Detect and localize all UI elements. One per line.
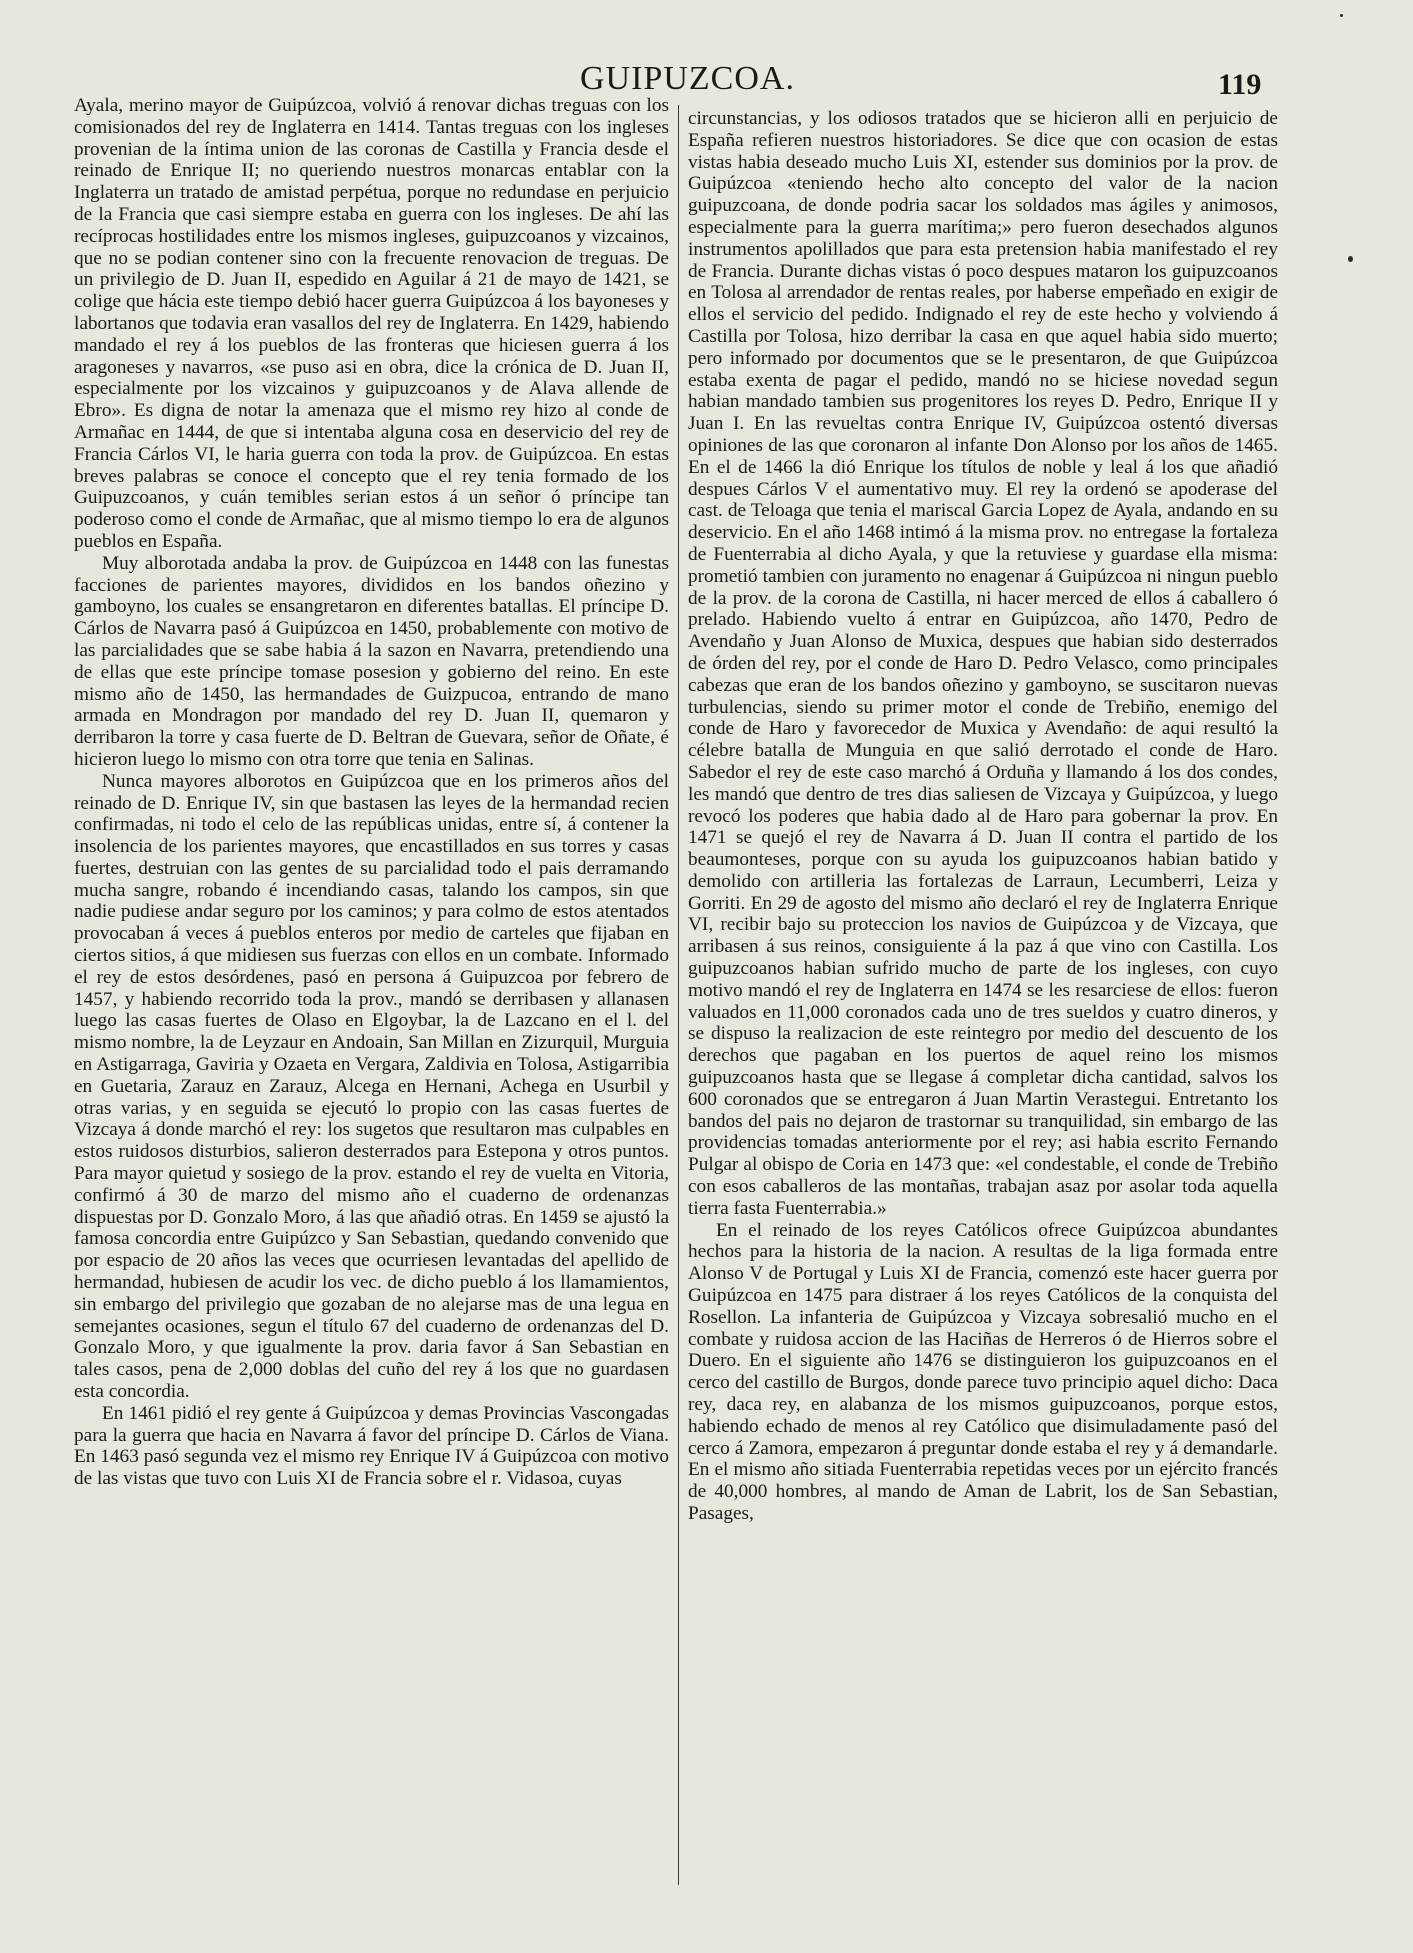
column-divider: [678, 105, 679, 1885]
page-title: GUIPUZCOA.: [580, 60, 795, 97]
page-number: 119: [1218, 68, 1262, 101]
left-column: [74, 95, 669, 1490]
ink-speck: [1340, 14, 1343, 17]
paragraph: Nunca mayores alborotos en Guipúzcoa que en los primeros años del reinado de D. Enrique IV, sin que bastasen las leyes de la hermandad recien confirmadas, ni todo el celo de las repúblicas unidas, entre sí, á contener la insolencia de los parientes mayores, que encastillados en sus torres y casas fuertes, destruian con las gentes de su parcialidad todo el pais derramando mucha sangre, robando é incendiando casas, talando los campos, sin que nadie pudiese andar seguro por los caminos; y para colmo de estos atentados provocaban á veces á pueblos enteros por medio de carteles que fijaban en ciertos sitios, á que midiesen sus fuerzas con ellos en un combate. Informado el rey de estos desórdenes, pasó en persona á Guipuzcoa por febrero de 1457, y habiendo recorrido toda la prov., mandó se derribasen y allanasen luego las casas fuertes de Olaso en Elgoybar, la de Lazcano en el l. del mismo nombre, la de Leyzaur en Andoain, San Millan en Zizurquil, Murguia en Astigarraga, Gaviria y Ozaeta en Vergara, Zaldivia en Tolosa, Astigarribia en Guetaria, Zarauz en Zarauz, Alcega en Hernani, Achega en Usurbil y otras varias, y en seguida se ejecutó lo propio con las casas fuertes de Vizcaya á donde marchó el rey: los sugetos que resultaron mas culpables en estos ruidosos disturbios, salieron desterrados para Estepona y otros puntos. Para mayor quietud y sosiego de la prov. estando el rey de vuelta en Vitoria, confirmó á 30 de marzo del mismo año el cuaderno de ordenanzas dispuestas por D. Gonzalo Moro, á las que añadió otras. En 1459 se ajustó la famosa concordia entre Guipúzco y San Sebastian, quedando convenido que por espacio de 20 años las veces que ocurriesen levantadas del apellido de hermandad, hubiesen de acudir los vec. de dicho pueblo á los llamamientos, sin embargo del privilegio que gozaban de no alejarse mas de una legua en semejantes ocasiones, segun el título 67 del cuaderno de ordenanzas del D. Gonzalo Moro, y que igualmente la prov. daria favor á San Sebastian en tales casos, pena de 2,000 doblas del cuño del rey á los que no guardasen esta concordia.: [74, 770, 669, 1403]
right-column: [688, 108, 1278, 1525]
ink-speck: [1348, 256, 1353, 262]
paragraph: Muy alborotada andaba la prov. de Guipúzcoa en 1448 con las funestas facciones de parientes mayores, divididos en los bandos oñezino y gamboyno, los cuales se ensangretaron en diferentes batallas. El príncipe D. Cárlos de Navarra pasó á Guipúzcoa en 1450, probablemente con motivo de las parcialidades que se sabe habia á la sazon en Navarra, pretendiendo una de ellas que este príncipe tomase posesion y gobierno del reino. En este mismo año de 1450, las hermandades de Guizpucoa, entrando de mano armada en Mondragon por mandado del rey D. Juan II, quemaron y derribaron la torre y casa fuerte de D. Beltran de Guevara, señor de Oñate, é hicieron luego lo mismo con otra torre que tenia en Salinas.: [74, 552, 669, 770]
paragraph: Ayala, merino mayor de Guipúzcoa, volvió á renovar dichas treguas con los comisionados del rey de Inglaterra en 1414. Tantas treguas con los ingleses provenian de la íntima union de las coronas de Castilla y Francia desde el reinado de Enrique II; no queriendo nuestros monarcas entablar con la Inglaterra un tratado de amistad perpétua, porque no redundase en perjuicio de la Francia que casi siempre estaba en guerra con los ingleses. De ahí las recíprocas hostilidades entre los mismos ingleses, guipuzcoanos y vizcainos, que no se podian contener sino con la frecuente renovacion de treguas. De un privilegio de D. Juan II, espedido en Aguilar á 21 de mayo de 1421, se colige que hácia este tiempo debió hacer guerra Guipúzcoa á los bayoneses y labortanos que todavia eran vasallos del rey de Inglaterra. En 1429, habiendo mandado el rey á los pueblos de las fronteras que hiciesen guerra á los aragoneses y navarros, «se puso asi en obra, dice la crónica de D. Juan II, especialmente por los vizcainos y guipuzcoanos y de Alava allende de Ebro». Es digna de notar la amenaza que el mismo rey hizo al conde de Armañac en 1444, de que si intentaba alguna cosa en deservicio del rey de Francia Cárlos VI, le haria guerra con toda la prov. de Guipúzcoa. En estas breves palabras se conoce el concepto que el rey tenia formado de los Guipuzcoanos, y cuán temibles serian estos á un señor ó príncipe tan poderoso como el conde de Armañac, que al mismo tiempo lo era de algunos pueblos en España.: [74, 95, 669, 552]
paragraph: En 1461 pidió el rey gente á Guipúzcoa y demas Provincias Vascongadas para la guerra que hacia en Navarra á favor del príncipe D. Cárlos de Viana. En 1463 pasó segunda vez el mismo rey Enrique IV á Guipúzcoa con motivo de las vistas que tuvo con Luis XI de Francia sobre el r. Vidasoa, cuyas: [74, 1402, 669, 1490]
paragraph: En el reinado de los reyes Católicos ofrece Guipúzcoa abundantes hechos para la historia de la nacion. A resultas de la liga formada entre Alonso V de Portugal y Luis XI de Francia, comenzó este hacer guerra por Guipúzcoa en 1475 para distraer á los reyes Católicos de la conquista del Rosellon. La infanteria de Guipúzcoa y Vizcaya sobresalió mucho en el combate y ruidosa accion de las Haciñas de Herreros ó de Hierros sobre el Duero. En el siguiente año 1476 se distinguieron los guipuzcoanos en el cerco del castillo de Burgos, donde parece tuvo principio aquel dicho: Daca rey, daca rey, en alabanza de los mismos guipuzcoanos, porque estos, habiendo echado de menos al rey Católico que disimuladamente pasó del cerco á Zamora, empezaron á preguntar donde estaba el rey y á demandarle. En el mismo año sitiada Fuenterrabia repetidas veces por un ejército francés de 40,000 hombres, al mando de Aman de Labrit, los de San Sebastian, Pasages,: [688, 1219, 1278, 1524]
paragraph: circunstancias, y los odiosos tratados que se hicieron alli en perjuicio de España refieren nuestros historiadores. Se dice que con ocasion de estas vistas habia deseado mucho Luis XI, estender sus dominios por la prov. de Guipúzcoa «teniendo hecho alto concepto del valor de la nacion guipuzcoana, de donde podria sacar los soldados mas ágiles y animosos, especialmente para la guerra marítima;» pero fueron desechados algunos instrumentos apolillados que para esta pretension habia manifestado el rey de Francia. Durante dichas vistas ó poco despues mataron los guipuzcoanos en Tolosa al arrendador de rentas reales, por haberse empeñado en exigir de ellos el servicio del pedido. Indignado el rey de este hecho y volviendo á Castilla por Tolosa, hizo derribar la casa en que aquel habia sido muerto; pero informado por documentos que se le presentaron, de que Guipúzcoa estaba exenta de pagar el pedido, mandó no se hiciese novedad segun habian mandado tambien sus progenitores los reyes D. Pedro, Enrique II y Juan I. En las revueltas contra Enrique IV, Guipúzcoa ostentó diversas opiniones de las que coronaron al infante Don Alonso por los años de 1465. En el de 1466 la dió Enrique los títulos de noble y leal á los que añadió despues Cárlos V el aumentativo muy. El rey la ordenó se apoderase del cast. de Teloaga que tenia el mariscal Garcia Lopez de Ayala, andando en su deservicio. En el año 1468 intimó á la misma prov. no entregase la fortaleza de Fuenterrabia al dicho Ayala, y que la retuviese y guardase ella misma: prometió tambien con juramento no enagenar á Guipúzcoa ni ningun pueblo de la prov. de la corona de Castilla, ni hacer merced de ellos á caballero ó prelado. Habiendo vuelto á entrar en Guipúzcoa, año 1470, Pedro de Avendaño y Juan Alonso de Muxica, despues que habian sido desterrados de órden del rey, por el conde de Haro D. Pedro Velasco, como principales cabezas que eran de los bandos oñezino y gamboyno, se suscitaron nuevas turbulencias, siendo su primer motor el conde de Trebiño, enemigo del conde de Haro y favorecedor de Muxica y Avendaño: de aqui resultó la célebre batalla de Munguia en que salió derrotado el conde de Haro. Sabedor el rey de este caso marchó á Orduña y llamando á los dos condes, les mandó que dentro de tres dias saliesen de Vizcaya y Guipúzcoa, y luego revocó los poderes que habia dado al de Haro para gobernar la prov. En 1471 se quejó el rey de Navarra á D. Juan II contra el partido de los beaumonteses, porque con su ayuda los guipuzcoanos habian batido y demolido con artilleria las fortalezas de Larraun, Lecumberri, Leiza y Gorriti. En 29 de agosto del mismo año declaró el rey de Inglaterra Enrique VI, recibir bajo su proteccion los navios de Guipúzcoa y de Vizcaya, que arribasen á sus reinos, consiguiente á la paz á que vino con Castilla. Los guipuzcoanos habian sufrido mucho de parte de los ingleses, con cuyo motivo mandó el rey de Inglaterra en 1474 se les resarciese de ellos: fueron valuados en 11,000 coronados cada uno de tres sueldos y cuatro dineros, y se dispuso la realizacion de este reintegro por medio del descuento de los derechos que pagaban en los puertos de aquel reino los mismos guipuzcoanos hasta que se llegase á completar dicha cantidad, salvos los 600 coronados que se entregaron á Juan Martin Verastegui. Entretanto los bandos del pais no dejaron de trastornar su tranquilidad, sin embargo de las providencias tomadas anteriormente por el rey; asi habia escrito Fernando Pulgar al obispo de Coria en 1473 que: «el condestable, el conde de Trebiño con esos caballeros de las montañas, trabajan asaz por asolar toda aquella tierra fasta Fuenterrabia.»: [688, 108, 1278, 1219]
